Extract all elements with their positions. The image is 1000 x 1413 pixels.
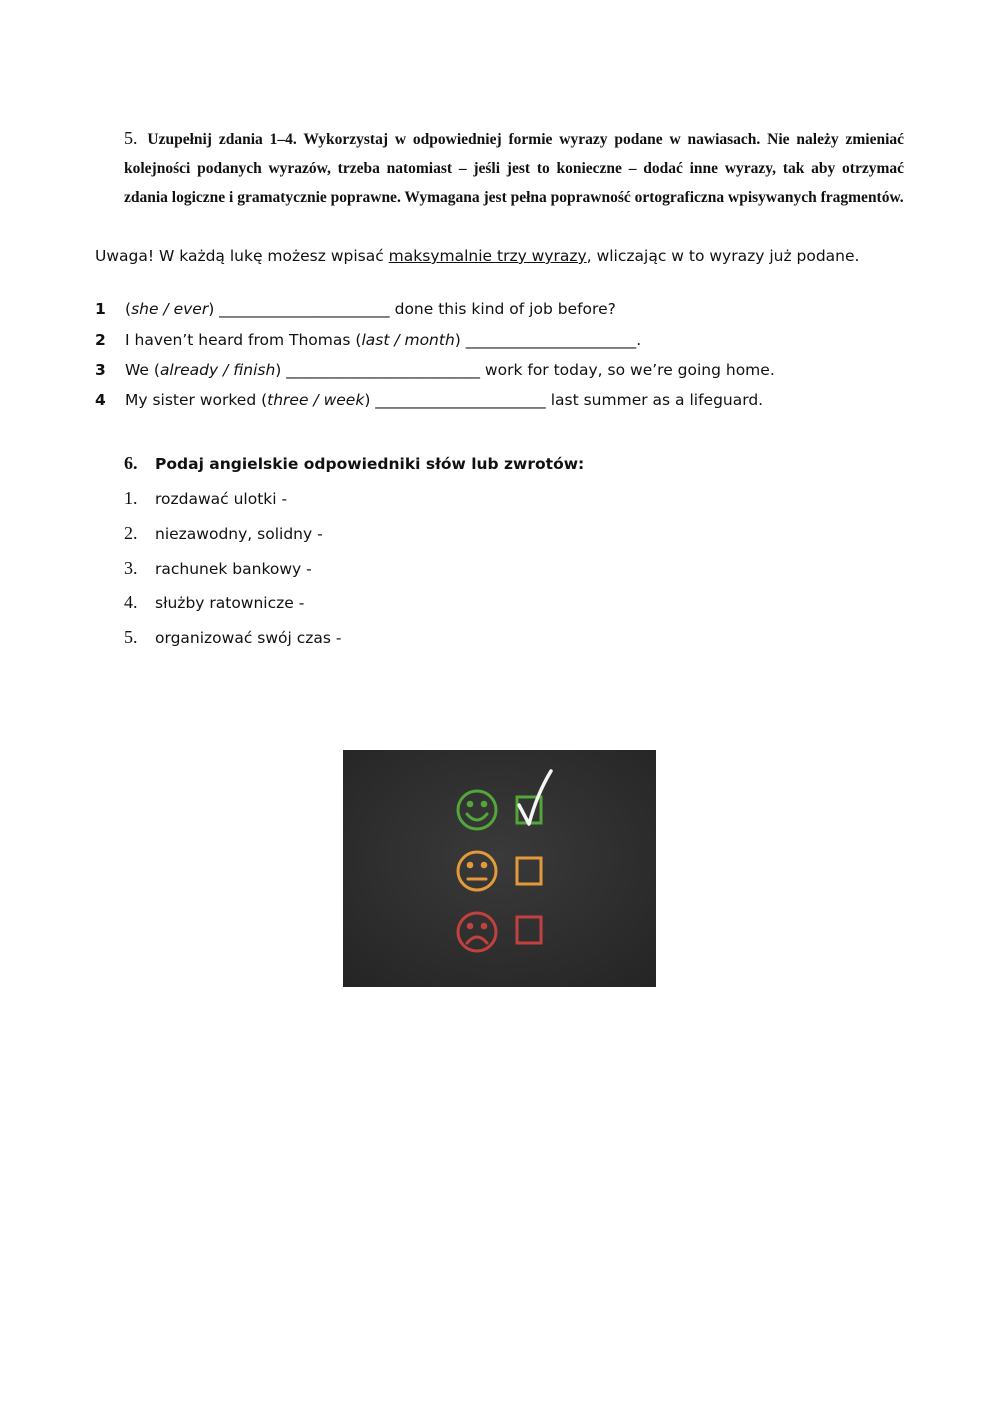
sentence-hint: last / month: [361, 331, 455, 349]
list-item: [124, 625, 342, 650]
item-text[interactable]: rozdawać ulotki -: [155, 490, 288, 508]
sentence-hint: she / ever: [131, 300, 209, 318]
sentence-4: [95, 388, 763, 412]
item-number: 2.: [124, 523, 138, 543]
exercise-5-instruction: [124, 124, 904, 212]
item-text[interactable]: służby ratownicze -: [155, 594, 305, 612]
item-number: 5.: [124, 627, 138, 647]
sentence-gap[interactable]: ) _________________________ work for today, so we’re going home.: [275, 361, 775, 379]
list-item: [124, 556, 312, 581]
sentence-3: [95, 358, 775, 382]
sentence-number: 4: [95, 391, 106, 409]
item-number: 4.: [124, 592, 138, 612]
chalkboard-background: [343, 750, 656, 987]
sentence-text: My sister worked (: [125, 391, 268, 409]
sentence-hint: three / week: [267, 391, 365, 409]
sentence-hint: already / finish: [159, 361, 276, 379]
sentence-2: [95, 328, 641, 352]
list-item: [124, 521, 323, 546]
exercise-6-number: 6.: [124, 453, 138, 473]
sentence-text: We (: [125, 361, 160, 379]
note-text: Uwaga! W każdą lukę możesz wpisać: [95, 247, 389, 265]
sentence-gap[interactable]: ) ______________________ last summer as a lifeguard.: [364, 391, 764, 409]
exercise-5-note: [95, 244, 955, 268]
sentence-1: [95, 297, 616, 321]
sentence-text: (: [125, 300, 132, 318]
item-text[interactable]: rachunek bankowy -: [155, 560, 312, 578]
note-underlined: maksymalnie trzy wyrazy: [388, 247, 587, 265]
exercise-6-heading: [124, 451, 584, 476]
sentence-gap[interactable]: ) ______________________.: [454, 331, 642, 349]
sentence-number: 1: [95, 300, 106, 318]
sentence-number: 3: [95, 361, 106, 379]
list-item: [124, 486, 287, 511]
item-text[interactable]: niezawodny, solidny -: [155, 525, 323, 543]
sentence-gap[interactable]: ) ______________________ done this kind of job before?: [208, 300, 616, 318]
exercise-6-title: Podaj angielskie odpowiedniki słów lub zwrotów:: [155, 455, 585, 473]
sentence-number: 2: [95, 331, 106, 349]
exercise-5-text: Uzupełnij zdania 1–4. Wykorzystaj w odpowiedniej formie wyrazy podane w nawiasach. Nie należy zmieniać kolejności podanych wyrazów, trzeba natomiast – jeśli jest to konieczne – dodać inne wyrazy, tak aby otrzymać zdania logiczne i gramatycznie poprawne. Wymagana jest pełna poprawność ortograficzna wpisywanych fragmentów.: [124, 131, 905, 206]
list-item: [124, 590, 304, 615]
sentence-text: I haven’t heard from Thomas (: [125, 331, 362, 349]
chalkboard-feedback-image: [343, 750, 656, 987]
item-number: 1.: [124, 488, 138, 508]
note-text-end: , wliczając w to wyrazy już podane.: [586, 247, 860, 265]
item-text[interactable]: organizować swój czas -: [155, 629, 342, 647]
item-number: 3.: [124, 558, 138, 578]
exercise-5-number: 5.: [124, 128, 138, 148]
